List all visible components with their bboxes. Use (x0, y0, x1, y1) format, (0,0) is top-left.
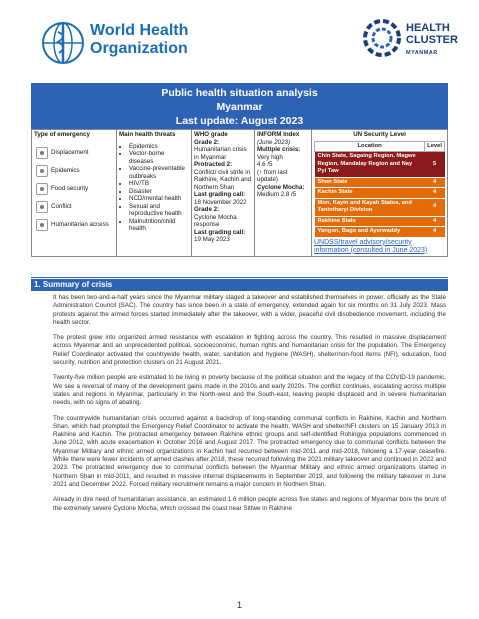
hc-line3: MYANMAR (406, 50, 438, 56)
emergency-item: Conflict (36, 201, 114, 213)
document-subtitle: Myanmar (216, 101, 263, 113)
who-emblem-icon (40, 20, 86, 66)
undss-link[interactable]: UNDSS/travel advisory/security information (consulted in June 2023) (314, 238, 428, 254)
threat-item: • HIV/TB (129, 180, 189, 188)
last-update: Last update: August 2023 (175, 115, 304, 127)
health-cluster-swirl-icon (360, 18, 404, 58)
un-security-cell (312, 130, 448, 257)
threat-item: • Vaccine-preventable outbreaks (129, 165, 189, 180)
threat-item: • Epidemics (129, 143, 189, 151)
inform-cell: INFORM Index (June 2023) Multiple crisis: Very high 4.6 /5 (↑ from last update) Cyclone Mocha: Medium 2.8 /5 (255, 130, 312, 257)
threats-list (119, 143, 189, 233)
location-col-header: Location (315, 141, 425, 152)
un-security-header: UN Security Level (353, 131, 406, 138)
conflict-icon (36, 201, 48, 213)
section-body (53, 294, 446, 520)
section-header (31, 277, 448, 291)
displacement-icon (36, 147, 48, 159)
un-level: 4 (425, 227, 445, 238)
threats-header: Main health threats (119, 131, 176, 138)
page-number: 1 (236, 600, 242, 610)
un-security-row (315, 198, 445, 216)
inform-header: INFORM Index (257, 131, 300, 138)
emergency-header: Type of emergency (34, 131, 90, 138)
level-col-header: Level (425, 141, 445, 152)
un-security-row (315, 216, 445, 227)
who-line1: World Health (90, 22, 189, 39)
threats-cell (117, 130, 192, 257)
un-level: 4 (425, 188, 445, 199)
un-level: 4 (425, 198, 445, 216)
un-security-row (315, 227, 445, 238)
threat-item: • NCD/mental health (129, 195, 189, 203)
un-location: Shan State (315, 177, 425, 188)
un-location: Chin State, Sagaing Region, Magwe Region, Mandalay Region and Nay Pyi Taw (315, 152, 425, 178)
threat-item: • Malnutrition/child health (129, 218, 189, 233)
un-security-row (315, 188, 445, 199)
un-location: Yangon, Bago and Ayerwaddy (315, 227, 425, 238)
un-location: Mon, Kayin and Kayah States, and Tanintharyi Division (315, 198, 425, 216)
paragraph: The countrywide humanitarian crisis occurred against a backdrop of long-standing communal conflicts in Rakhine, Kachin and Northern Shan, which had prompted the Emergency Relief Coordinator to activate the health, WASH and shelter/NFI clusters on 15 January 2013 in Rakhine and Kachin. The protracted emergency between Rakhine ethnic groups and self-identified Rohingya populations commenced in June 2012, with acute exacerbation in October 2016 and August 2017. The protracted emergency due to communal conflicts between the Myanmar Military and ethnic armed organizations in Kachin had recurred between mid-2011 and mid-2018, following a 17-year ceasefire. While there were fewer incidents of armed clashes after 2018, these recurred following the 2021 military takeover and continued in 2022 and 2023. The protracted emergency due to communal conflicts between the Myanmar Military and ethnic armed organizations started in Northern Shan in mid-2011, and resulted in massive internal displacements in September 2019, and following the military takeover in June 2021 and December 2022. Forced military recruitment remains a major concern in Northern Shan. (53, 414, 446, 488)
emergency-item: Food security (36, 183, 114, 195)
who-wordmark (90, 22, 188, 58)
humanitarian-access-icon (36, 219, 48, 231)
un-security-row (315, 152, 445, 178)
un-level: 5 (425, 152, 445, 178)
paragraph: It has been two-and-a-half years since the Myanmar military staged a takeover and established themselves in power, officially as the State Administration Council (SAC). The country has since been in a state of emergency, extended again for six months on 31 July 2023. Mass protests against the armed forces started immediately after the takeover, with a wider, peaceful civil disobedience movement, including the health sector. (53, 294, 446, 326)
epidemics-icon (36, 165, 48, 177)
un-security-table (314, 141, 445, 238)
emergency-cell (32, 130, 117, 257)
paragraph: The protest grew into organized armed resistance with escalation in fighting across the country. This resulted in massive displacement across Myanmar and an unprecedented political, socioeconomic, human rights and humanitarian crisis for the population. The Emergency Relief Coordinator activated the countrywide health, water, sanitation and hygiene (WASH), shelter/non-food items (NFI), education, food security, nutrition and protection clusters on 21 August 2021. (53, 334, 446, 367)
food-security-icon (36, 183, 48, 195)
un-security-row (315, 177, 445, 188)
emergency-item: Humanitarian access (36, 219, 114, 231)
page-header (0, 0, 479, 78)
hc-line1: HEALTH (406, 22, 450, 34)
hc-line2: CLUSTER (406, 34, 458, 46)
title-banner (31, 83, 448, 129)
who-grade-header: WHO grade (194, 131, 228, 138)
threat-item: • Vector-borne diseases (129, 150, 189, 165)
who-grade-cell: WHO grade Grade 2: Humanitarian crisis in Myanmar Protracted 2: Conflict/ civil strife in Rakhine, Kachin and Northern Shan Last grading call: 18 November 2022 Grade 2: Cyclone Mocha response Last grading call: 19 May 2023 (192, 130, 255, 257)
un-location: Kachin State (315, 188, 425, 199)
document-title: Public health situation analysis (161, 87, 318, 99)
health-cluster-wordmark (406, 22, 458, 59)
emergency-item: Displacement (36, 147, 114, 159)
paragraph: Already in dire need of humanitarian assistance, an estimated 1.6 million people across five states and regions of Myanmar bore the brunt of the extremely severe Cyclone Mocha, which crossed the coast near Sittwe in Rakhine (53, 496, 446, 512)
un-level: 4 (425, 177, 445, 188)
summary-table (31, 129, 448, 257)
emergency-item: Epidemics (36, 165, 114, 177)
un-level: 4 (425, 216, 445, 227)
threat-item: • Disaster (129, 188, 189, 196)
un-location: Rakhine State (315, 216, 425, 227)
threat-item: • Sexual and reproductive health (129, 203, 189, 218)
section-title: 1. Summary of crisis (34, 280, 113, 289)
who-line2: Organization (90, 40, 188, 57)
paragraph: Twenty-five million people are estimated to be living in poverty because of the political situation and the legacy of the COVID-19 pandemic. We see a reversal of many of the development gains made in the 2010s and early 2020s. The conflict continues, escalating across multiple states and regions in Myanmar, particularly in the North-west and the South-east, leaving people displaced and in severe humanitarian needs, with no signs of abating. (53, 374, 446, 407)
